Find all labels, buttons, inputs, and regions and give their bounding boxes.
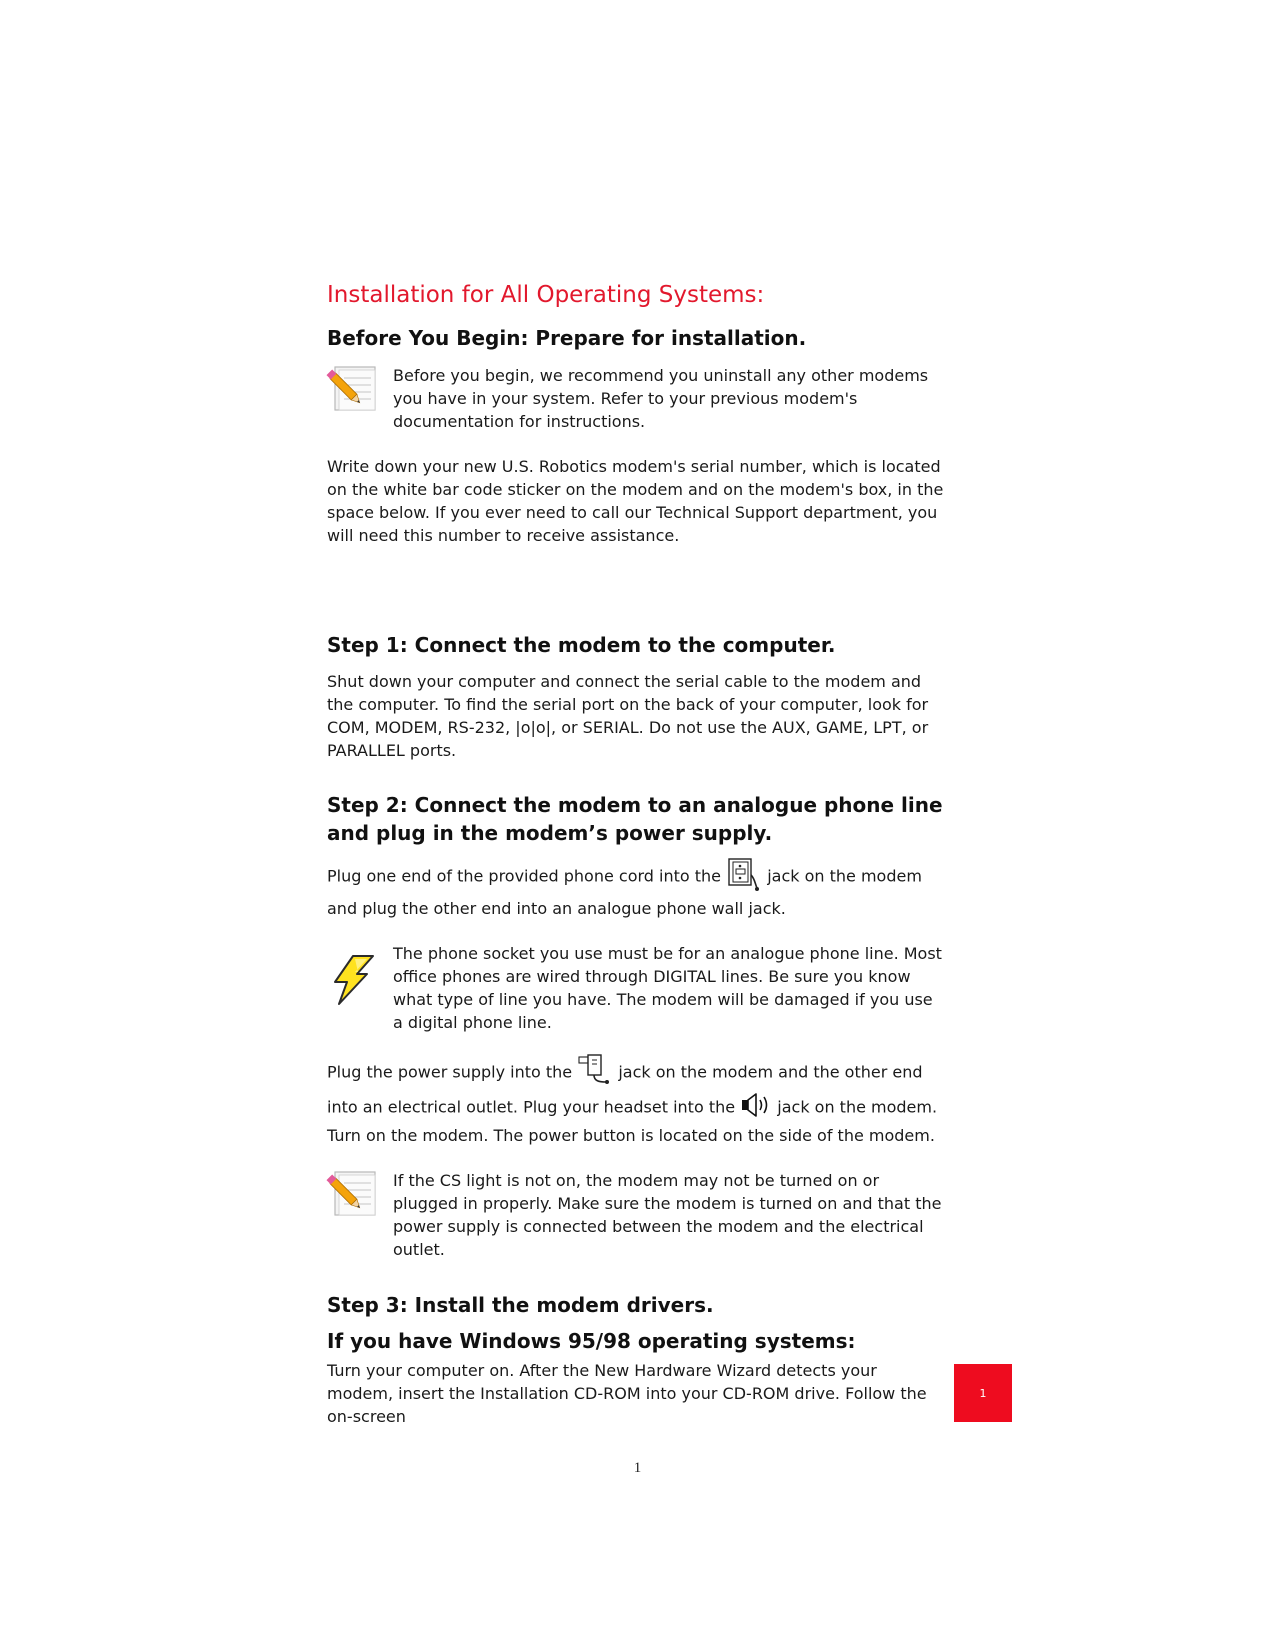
cs-light-note	[327, 1169, 947, 1261]
before-note	[327, 364, 947, 433]
step2-power-b: jack on the modem and the other end into an electrical outlet. Plug your headset into the	[327, 1062, 923, 1117]
step2-line-text	[327, 857, 947, 920]
phone-line-jack-icon	[726, 857, 762, 897]
document-body	[327, 280, 947, 1426]
cs-light-note-text: If the CS light is not on, the modem may not be turned on or plugged in properly. Make sure the modem is turned on and that the power supply is connected between the modem and the electrical outlet.	[393, 1171, 942, 1259]
note-pencil-icon	[327, 364, 393, 416]
lightning-bolt-icon	[327, 942, 393, 1010]
before-note-text: Before you begin, we recommend you uninstall any other modems you have in your system. Refer to your previous modem's documentation for instructions.	[393, 366, 929, 431]
speaker-headset-icon	[740, 1092, 772, 1124]
page-badge: 1	[954, 1364, 1012, 1422]
step2-heading: Step 2: Connect the modem to an analogue phone line and plug in the modem’s power supply.	[327, 793, 943, 845]
step3-subheading: If you have Windows 95/98 operating systems:	[327, 1329, 856, 1353]
page-title: Installation for All Operating Systems:	[327, 282, 765, 308]
warning-note	[327, 942, 947, 1034]
before-heading: Before You Begin: Prepare for installation.	[327, 326, 807, 350]
warning-text: The phone socket you use must be for an analogue phone line. Most office phones are wired through DIGITAL lines. Be sure you know what type of line you have. The modem will be damaged if you use a digital phone line.	[393, 944, 942, 1032]
note-pencil-icon	[327, 1169, 393, 1221]
step3-heading: Step 3: Install the modem drivers.	[327, 1293, 714, 1317]
step1-heading: Step 1: Connect the modem to the computer.	[327, 633, 836, 657]
step2-line-b: jack on the modem and plug the other end into an analogue phone wall jack.	[327, 866, 922, 918]
page-number: 1	[633, 1460, 642, 1476]
step2-power-c: jack on the modem. Turn on the modem. The power button is located on the side of the modem.	[327, 1097, 938, 1145]
power-jack-icon	[577, 1054, 613, 1092]
step1-body: Shut down your computer and connect the serial cable to the modem and the computer. To find the serial port on the back of your computer, look for COM, MODEM, RS-232, |o|o|, or SERIAL. Do not use the AUX, GAME, LPT, or PARALLEL ports.	[327, 672, 929, 760]
step2-power-text	[327, 1054, 947, 1147]
before-body: Write down your new U.S. Robotics modem's serial number, which is located on the white bar code sticker on the modem and on the modem's box, in the space below. If you ever need to call our Technical Support department, you will need this number to receive assistance.	[327, 457, 944, 545]
step3-body: Turn your computer on. After the New Hardware Wizard detects your modem, insert the Installation CD-ROM into your CD-ROM drive. Follow the on-screen	[327, 1361, 927, 1426]
step2-power-a: Plug the power supply into the	[327, 1062, 573, 1082]
step2-line-a: Plug one end of the provided phone cord into the	[327, 866, 722, 886]
